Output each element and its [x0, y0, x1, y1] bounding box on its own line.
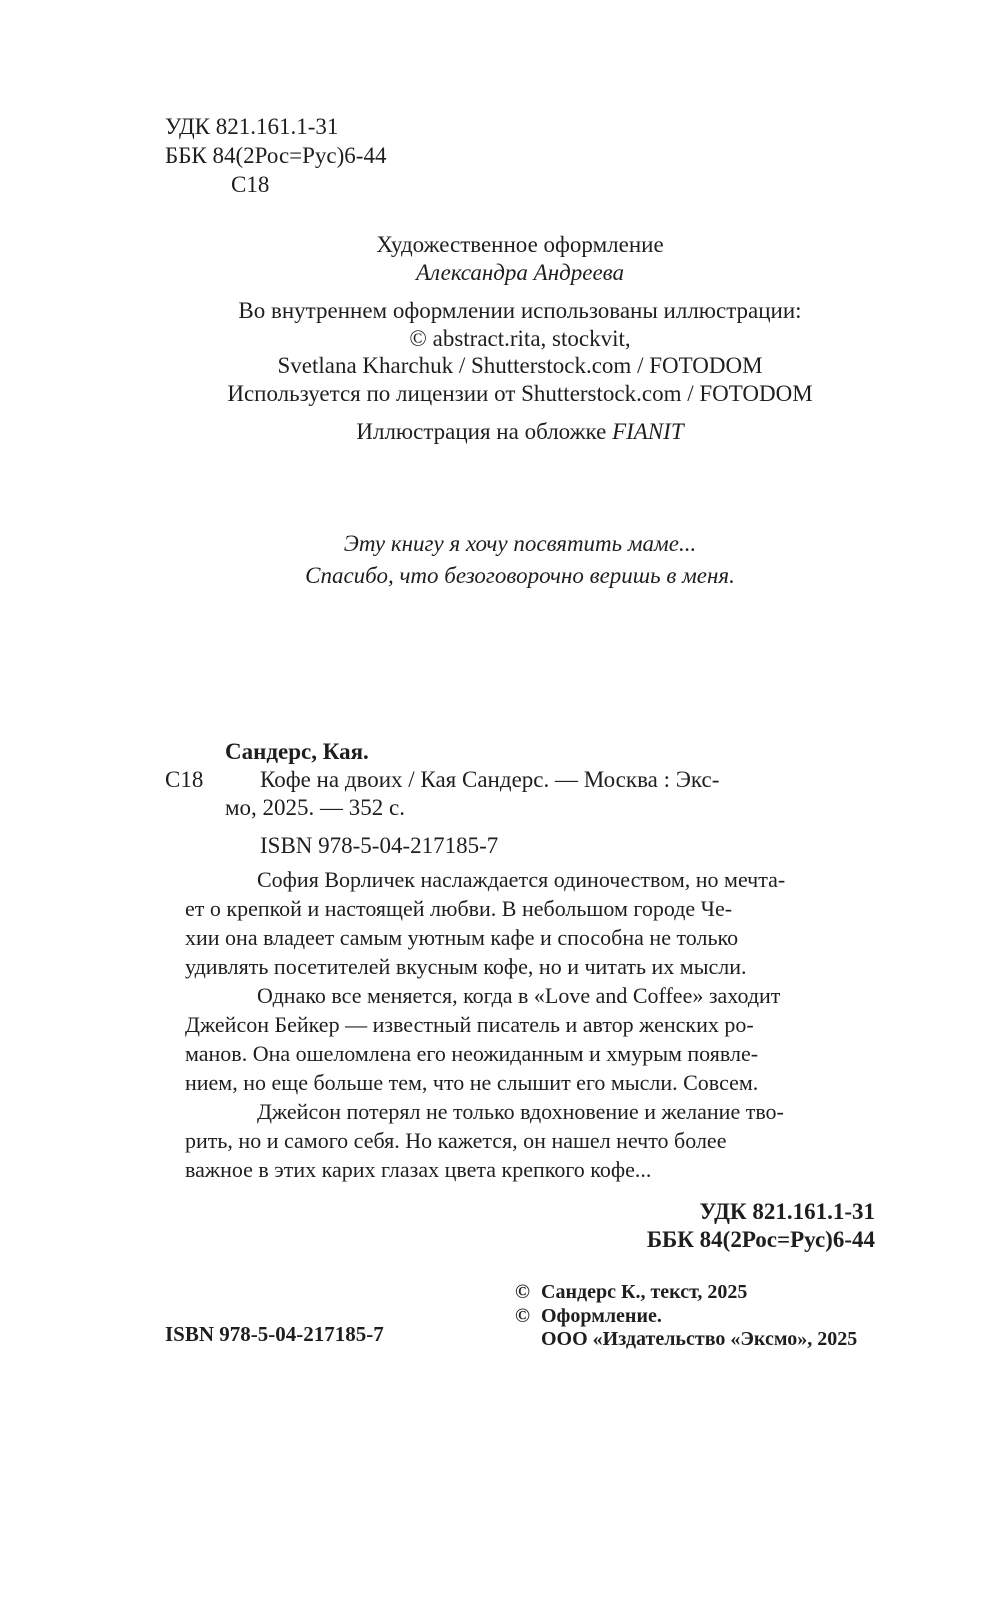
catalog-entry: [165, 766, 875, 822]
annotation-line: София Ворличек наслаждается одиночеством, но мечта-: [257, 866, 786, 892]
annotation-line: манов. Она ошеломлена его неожиданным и хмурым появле-: [185, 1040, 759, 1066]
credits-block: [165, 231, 875, 446]
copyright-line: [515, 1328, 857, 1352]
cover-credit-label: Иллюстрация на обложке: [356, 419, 613, 444]
copyright-symbol: ©: [515, 1304, 530, 1327]
catalog-card: [165, 738, 875, 1254]
annotation-line: важное в этих карих глазах цвета крепкого кофе...: [185, 1156, 652, 1182]
catalog-entry-line: мо, 2025. — 352 с.: [225, 794, 406, 820]
copyright-line: [515, 1305, 857, 1329]
dedication-line: Эту книгу я хочу посвятить маме...: [343, 530, 697, 556]
page-content-column: [165, 0, 875, 1254]
annotation-line: Джейсон потерял не только вдохновение и желание тво-: [257, 1098, 784, 1124]
udk-line: УДК 821.161.1-31: [165, 114, 339, 139]
author-sign-code: С18: [231, 172, 270, 197]
annotation-line: хии она владеет самым уютным кафе и способна не только: [185, 924, 739, 950]
annotation-line: Однако все меняется, когда в «Love and Coffee» заходит: [257, 982, 781, 1008]
footer-isbn: ISBN 978-5-04-217185-7: [165, 1322, 384, 1346]
illustration-credit-line: Во внутреннем оформлении использованы иллюстрации:: [238, 298, 802, 323]
copyright-block: [515, 1281, 857, 1352]
cip-bottom-block: [165, 1198, 875, 1254]
bbk-line: ББК 84(2Рос=Рус)6-44: [165, 143, 387, 168]
annotation-paragraph: [185, 1097, 875, 1184]
cover-artist-name: FIANIT: [612, 419, 684, 444]
illustration-credit-line: © abstract.rita, stockvit,: [409, 325, 631, 351]
cover-illustration-credit: [165, 418, 875, 446]
annotation-paragraph: [185, 865, 875, 981]
annotation-line: рить, но и самого себя. Но кажется, он нашел нечто более: [185, 1127, 727, 1153]
author-sign-code: С18: [165, 766, 204, 792]
annotation: [185, 865, 875, 1184]
catalog-author: Сандерс, Кая.: [225, 738, 369, 764]
annotation-line: нием, но еще больше тем, что не слышит его мысли. Совсем.: [185, 1069, 759, 1095]
annotation-line: ет о крепкой и настоящей любви. В небольшом городе Че-: [185, 895, 733, 921]
bbk-line-bottom: ББК 84(2Рос=Рус)6-44: [646, 1226, 875, 1252]
credits-spacer: [165, 286, 875, 297]
annotation-line: Джейсон Бейкер — известный писатель и автор женских ро-: [185, 1011, 754, 1037]
udk-line-bottom: УДК 821.161.1-31: [699, 1198, 875, 1224]
copyright-text: Сандерс К., текст, 2025: [541, 1281, 748, 1303]
catalog-isbn: ISBN 978-5-04-217185-7: [260, 832, 499, 858]
annotation-line: удивлять посетителей вкусным кофе, но и читать их мысли.: [185, 953, 747, 979]
illustration-credit-line: Svetlana Kharchuk / Shutterstock.com / FOTODOM: [277, 353, 763, 378]
design-credit-label: Художественное оформление: [376, 232, 664, 257]
designer-name: Александра Андреева: [416, 259, 624, 285]
catalog-entry-text: [225, 766, 875, 822]
copyright-text: Оформление.: [541, 1304, 662, 1327]
illustration-credit-line: Используется по лицензии от Shutterstock.com / FOTODOM: [227, 380, 813, 406]
catalog-entry-line: Кофе на двоих / Кая Сандерс. — Москва : Экс-: [260, 766, 720, 792]
dedication: [165, 528, 875, 592]
copyright-symbol: ©: [515, 1281, 530, 1303]
credits-spacer: [165, 407, 875, 418]
copyright-text: ООО «Издательство «Эксмо», 2025: [541, 1328, 858, 1350]
annotation-paragraph: [185, 981, 875, 1097]
dedication-line: Спасибо, что безоговорочно веришь в меня.: [305, 562, 735, 588]
cip-classification-block: [165, 0, 875, 199]
copyright-line: [515, 1281, 857, 1305]
